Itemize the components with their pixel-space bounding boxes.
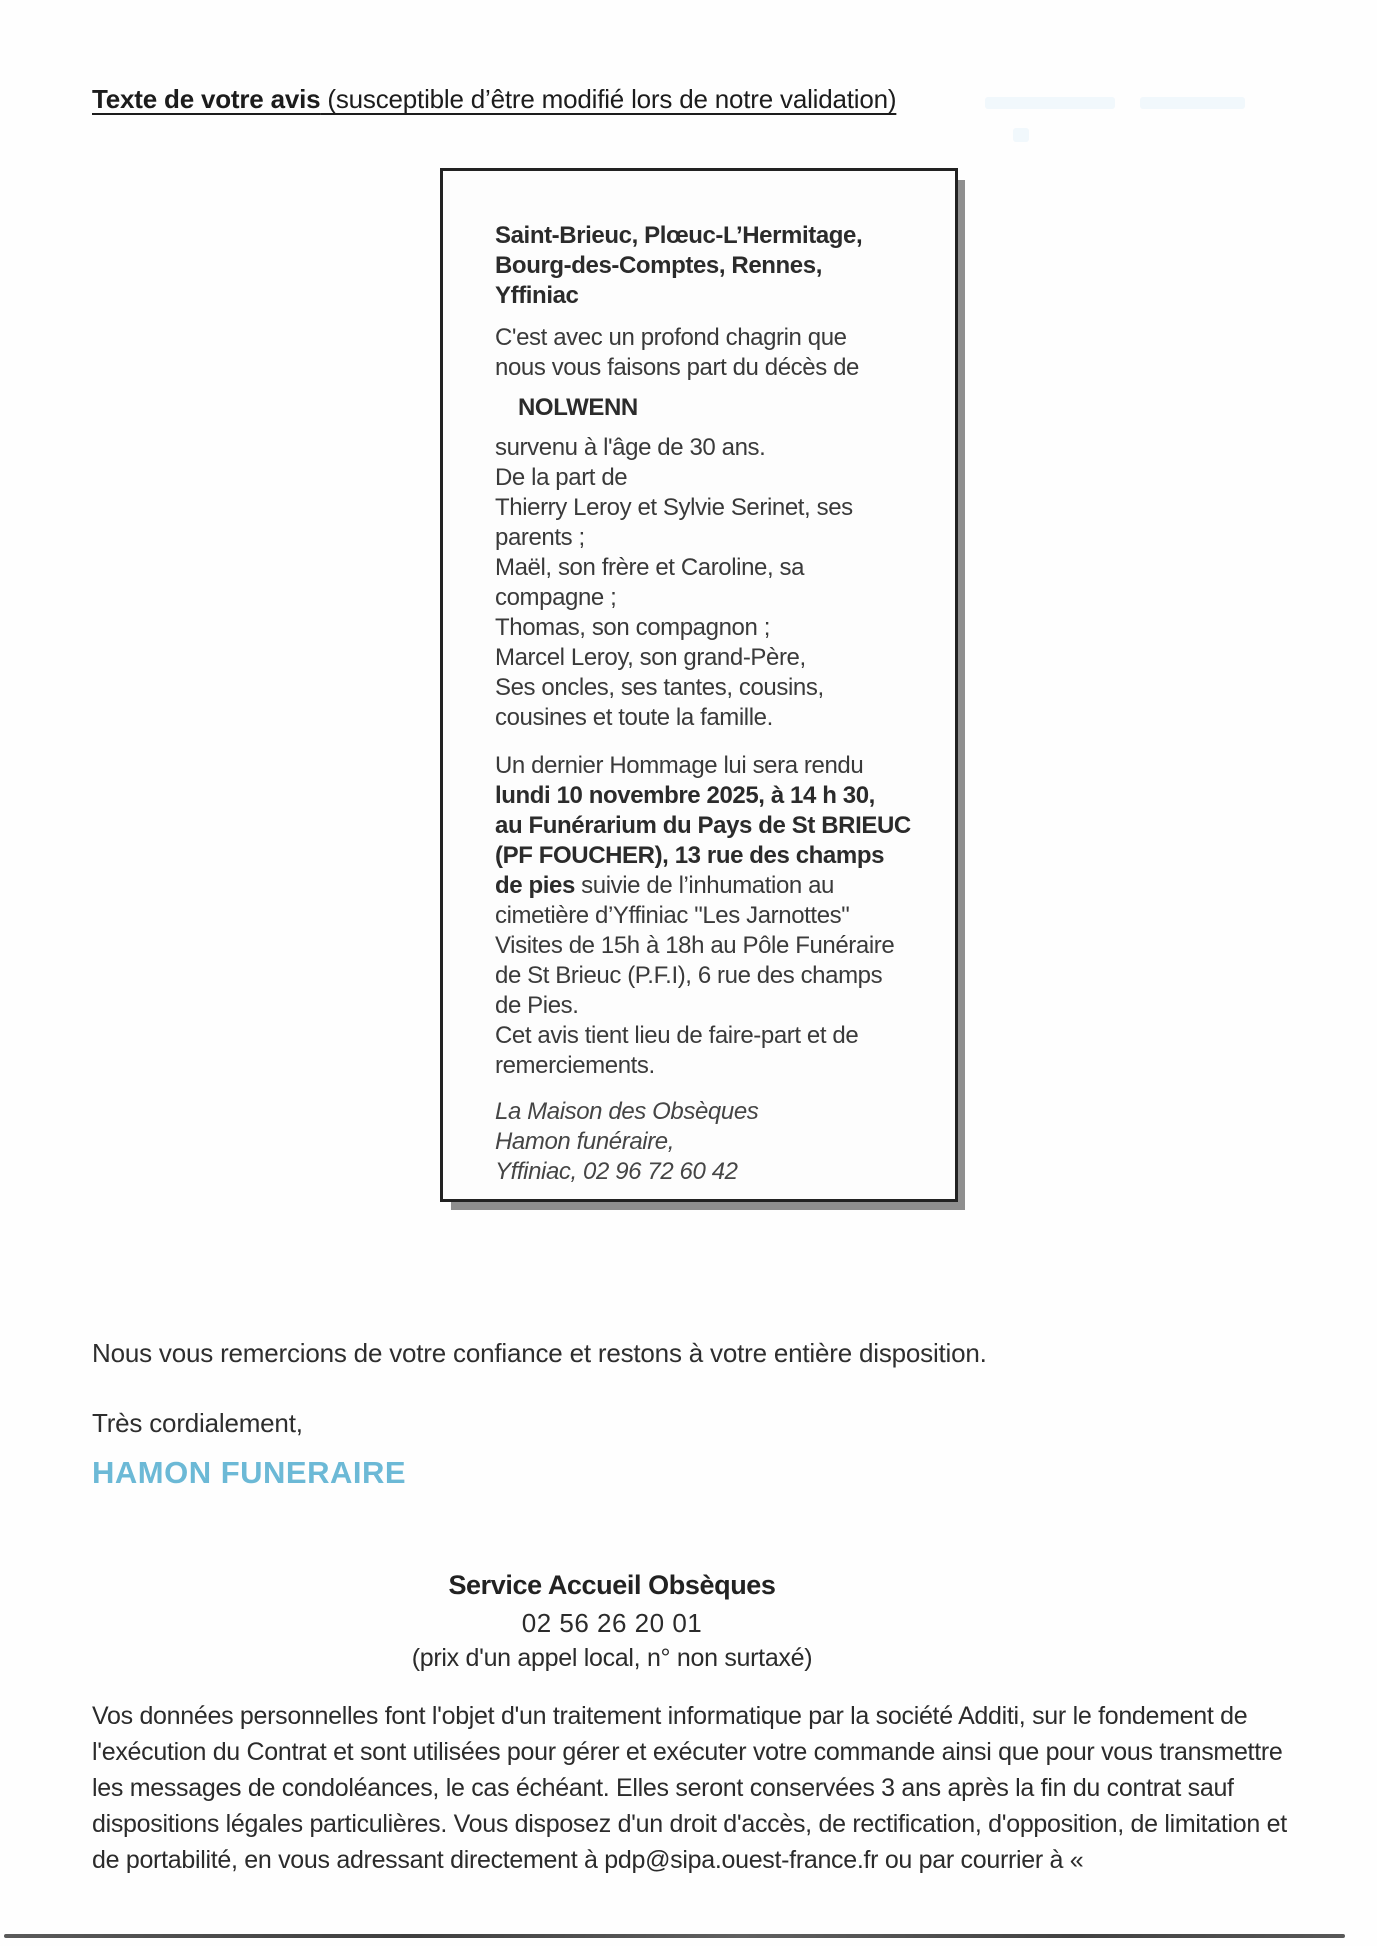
page-title-bold: Texte de votre avis <box>92 84 321 114</box>
notice-line: De la part de <box>495 464 628 491</box>
notice-line: (PF FOUCHER), 13 rue des champs <box>495 842 885 869</box>
thanks-text: Nous vous remercions de votre confiance et restons à votre entière disposition. <box>92 1338 987 1368</box>
notice-line: Thierry Leroy et Sylvie Serinet, ses <box>495 494 853 521</box>
notice-line: remerciements. <box>495 1052 655 1079</box>
service-note: (prix d'un appel local, n° non surtaxé) <box>411 1644 813 1672</box>
notice-line: Marcel Leroy, son grand-Père, <box>495 644 806 671</box>
notice-line: Yffiniac, 02 96 72 60 42 <box>495 1158 738 1185</box>
notice-line: de Pies. <box>495 992 579 1019</box>
notice-body <box>495 221 945 1187</box>
notice-line: Bourg-des-Comptes, Rennes, <box>495 252 822 279</box>
notice-line: Un dernier Hommage lui sera rendu <box>495 752 864 779</box>
notice-line: nous vous faisons part du décès de <box>495 354 859 381</box>
company-name: HAMON FUNERAIRE <box>92 1455 407 1490</box>
salutation-text: Très cordialement, <box>92 1408 303 1438</box>
page-title-note: (susceptible d’être modifié lors de notre validation) <box>320 84 897 114</box>
notice-line: lundi 10 novembre 2025, à 14 h 30, <box>495 782 875 809</box>
notice-line: La Maison des Obsèques <box>495 1098 759 1125</box>
notice-line: Hamon funéraire, <box>495 1128 675 1155</box>
notice-line: C'est avec un profond chagrin que <box>495 324 847 351</box>
service-title: Service Accueil Obsèques <box>448 1570 776 1600</box>
notice-line: Thomas, son compagnon ; <box>495 614 770 641</box>
notice-line: cimetière d’Yffiniac "Les Jarnottes" <box>495 902 850 929</box>
notice-line: Cet avis tient lieu de faire-part et de <box>495 1022 859 1049</box>
obituary-notice-box <box>440 168 958 1202</box>
page-title <box>92 84 896 114</box>
notice-line: parents ; <box>495 524 585 551</box>
notice-line: au Funérarium du Pays de St BRIEUC <box>495 812 911 839</box>
page-bottom-edge <box>4 1934 1345 1938</box>
service-phone: 02 56 26 20 01 <box>521 1608 703 1638</box>
privacy-notice: Vos données personnelles font l'objet d'un traitement informatique par la société Additi, sur le fondement de l'exécution du Contrat et sont utilisées pour gérer et exécuter votre commande ainsi que pour vous transmettre les messages de condoléances, le cas échéant. Elles seront conservées 3 ans après la fin du contrat sauf dispositions légales particulières. Vous disposez d'un droit d'accès, de rectification, d'opposition, de limitation et de portabilité, en vous adressant directement à pdp@sipa.ouest-france.fr ou par courrier à « <box>92 1702 1287 1874</box>
notice-line: de St Brieuc (P.F.I), 6 rue des champs <box>495 962 883 989</box>
notice-line: Visites de 15h à 18h au Pôle Funéraire <box>495 932 895 959</box>
notice-line: de pies suivie de l’inhumation au <box>495 872 835 899</box>
notice-line: survenu à l'âge de 30 ans. <box>495 434 766 461</box>
scan-artifact <box>1013 128 1029 142</box>
scan-artifact <box>1140 97 1245 109</box>
contact-block <box>92 1570 1132 1673</box>
notice-line: compagne ; <box>495 584 617 611</box>
notice-line: Ses oncles, ses tantes, cousins, <box>495 674 824 701</box>
notice-line: cousines et toute la famille. <box>495 704 773 731</box>
notice-line: Maël, son frère et Caroline, sa <box>495 554 805 581</box>
notice-line: Yffiniac <box>495 282 579 309</box>
notice-line: NOLWENN <box>518 394 638 421</box>
scan-artifact <box>985 97 1115 109</box>
notice-line: Saint-Brieuc, Plœuc-L’Hermitage, <box>495 222 863 249</box>
